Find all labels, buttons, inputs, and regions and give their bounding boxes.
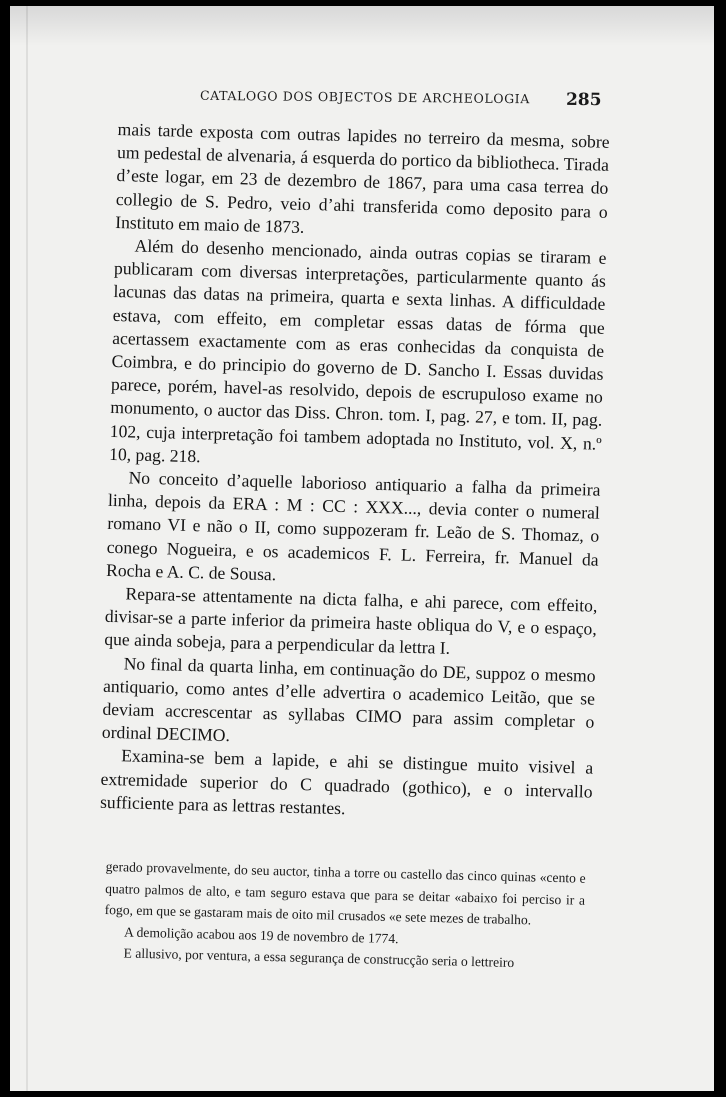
footnote-line: E allusivo, por ventura, a essa segurança de construcção seria o lettreiro (123, 945, 515, 971)
paragraph: mais tarde exposta com outras lapides no terreiro da mesma, sobre um pedestal de alvenaria, á esquerda do portico da bibliotheca. Tirada d’este logar, em 23 de dezembro de 1867, para uma casa terrea do collegio de S. Pedro, veio d’ahi transferida como deposito para o Instituto em maio de 1873. (115, 118, 610, 237)
page-number: 285 (565, 89, 602, 111)
book-page (10, 6, 714, 1091)
footnote-line: A demolição acabou aos 19 de novembro de 1774. (123, 923, 399, 946)
paragraph: No conceito d’aquelle laborioso antiquario a falha da primeira linha, depois da ERA : M : CC : XXX..., devia conter o numeral romano VI e não o II, como suppozeram fr. Leão de S. Thomaz, o conego Nogueira, e os academicos F. L. Ferreira, fr. Manuel da Rocha e A. C. de Sousa. (105, 467, 601, 585)
page-fold-shadow (26, 6, 28, 1091)
paragraph: Além do desenho mencionado, ainda outras copias se tiraram e publicaram com diversas interpretações, particularmente quanto ás lacunas das datas na primeira, quarta e sexta linhas. A difficuldade estava, com effeito, em completar essas datas de fórma que acertassem exactamente com as eras conhecidas da conquista de Coimbra, e do principio do governo de D. Sancho I. Essas duvidas parece, porém, havel-as resolvido, depois de escrupuloso exame no monumento, o auctor das Diss. Chron. tom. I, pag. 27, e tom. II, pag. 102, cuja interpretação foi tambem adoptada no Instituto, vol. X, n.º 10, pag. 218. (108, 235, 607, 467)
paragraph: Repara-se attentamente na dicta falha, e ahi parece, com effeito, divisar-se a parte inferior da primeira haste obliqua do V, e o espaço, que ainda sobeja, para a perpendicular da lettra I. (104, 583, 598, 659)
paragraph: Examina-se bem a lapide, e ahi se distingue muito visivel a extremidade superior do C quadrado (gothico), e o intervallo sufficiente para as lettras restantes. (99, 745, 594, 819)
main-text (100, 118, 610, 827)
running-title: CATALOGO DOS OBJECTOS DE ARCHEOLOGIA (199, 87, 530, 107)
paragraph: No final da quarta linha, em continuação do DE, suppoz o mesmo antiquario, como antes d’elle advertira o academico Leitão, que se deviam accrescentar as syllabas CIMO para assim completar o ordinal DECIMO. (101, 653, 596, 746)
footnote-line: gerado provavelmente, do seu auctor, tinha a torre ou castello das cinco quinas «cento e quatro palmos de alto, e tam seguro estava que para se deitar «abaixo foi perciso ir a fogo, em que se gastaram mais de oito mil crusados «e sete mezes de trabalho. (104, 858, 586, 928)
footnotes (103, 856, 585, 975)
